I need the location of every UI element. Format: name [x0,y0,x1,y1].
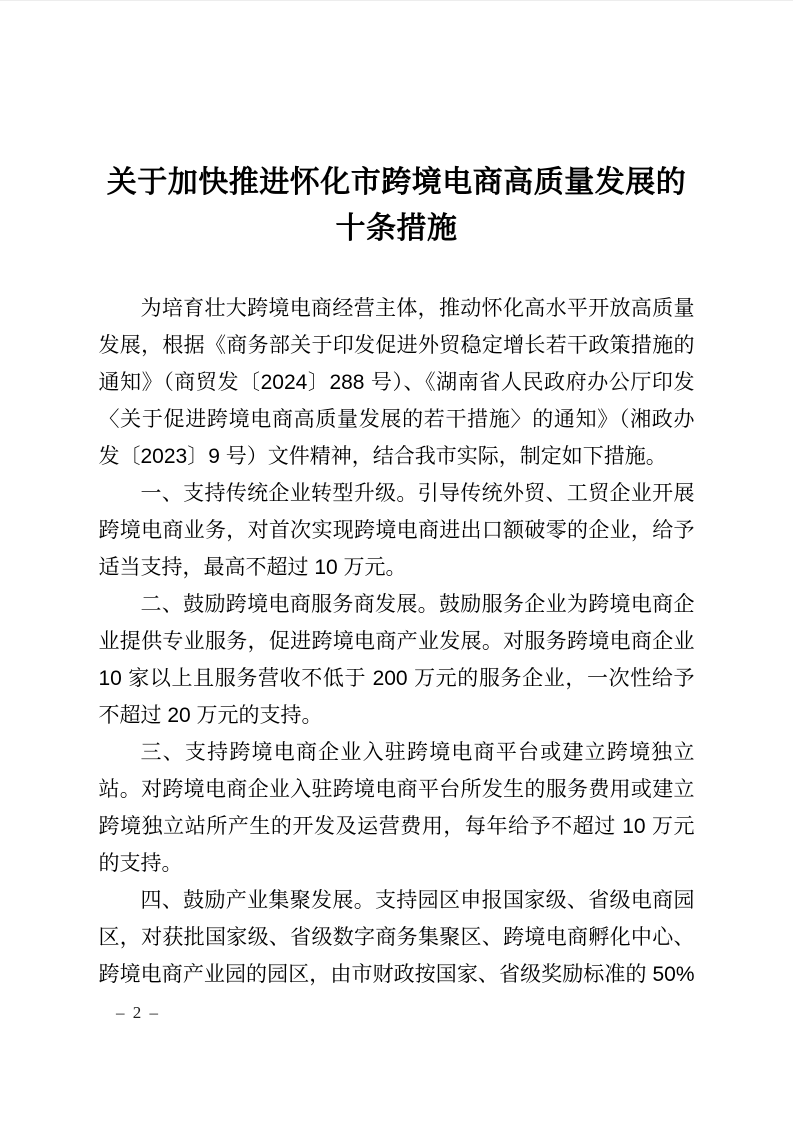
text-line: 为培育壮大跨境电商经营主体，推动怀化高水平开放高质量 [140,297,695,321]
paragraph-measure-3 [99,734,695,882]
document-title [0,21,793,252]
text-line: 跨境独立站所产生的开发及运营费用，每年给予不超过 10 万元 [98,815,695,839]
document-title-line-1: 关于加快推进怀化市跨境电商高质量发展的 [106,166,687,200]
text-line: 三、支持跨境电商企业入驻跨境电商平台或建立跨境独立 [140,741,695,765]
text-line: 〈关于促进跨境电商高质量发展的若干措施〉的通知》（湘政办 [98,408,695,432]
text-line: 四、鼓励产业集聚发展。支持园区申报国家级、省级电商园 [140,889,695,913]
text-line: 不超过 20 万元的支持。 [98,704,323,728]
document-title-line-2: 十条措施 [335,212,458,246]
text-line: 发展，根据《商务部关于印发促进外贸稳定增长若干政策措施的 [98,334,695,358]
text-line: 通知》（商贸发〔2024〕288 号）、《湖南省人民政府办公厅印发 [98,371,695,395]
text-line: 站。对跨境电商企业入驻跨境电商平台所发生的服务费用或建立 [98,778,695,802]
text-line: 适当支持，最高不超过 10 万元。 [98,556,407,580]
text-line: 发〔2023〕9 号）文件精神，结合我市实际，制定如下措施。 [98,445,667,469]
text-line: 跨境电商产业园的园区，由市财政按国家、省级奖励标准的 50% [98,963,695,987]
page-number: – 2 – [116,1003,160,1022]
paragraph-measure-4 [99,882,695,993]
paragraph-measure-1 [99,475,695,586]
text-line: 业提供专业服务，促进跨境电商产业发展。对服务跨境电商企业 [98,630,695,654]
paragraph-intro [99,290,695,475]
text-line: 区，对获批国家级、省级数字商务集聚区、跨境电商孵化中心、 [98,926,695,950]
document-body [99,290,695,993]
text-line: 10 家以上且服务营收不低于 200 万元的服务企业，一次性给予 [98,667,695,691]
text-line: 一、支持传统企业转型升级。引导传统外贸、工贸企业开展 [140,482,695,506]
text-line: 跨境电商业务，对首次实现跨境电商进出口额破零的企业，给予 [98,519,695,543]
text-line: 的支持。 [98,852,183,876]
text-line: 二、鼓励跨境电商服务商发展。鼓励服务企业为跨境电商企 [140,593,695,617]
paragraph-measure-2 [99,586,695,734]
